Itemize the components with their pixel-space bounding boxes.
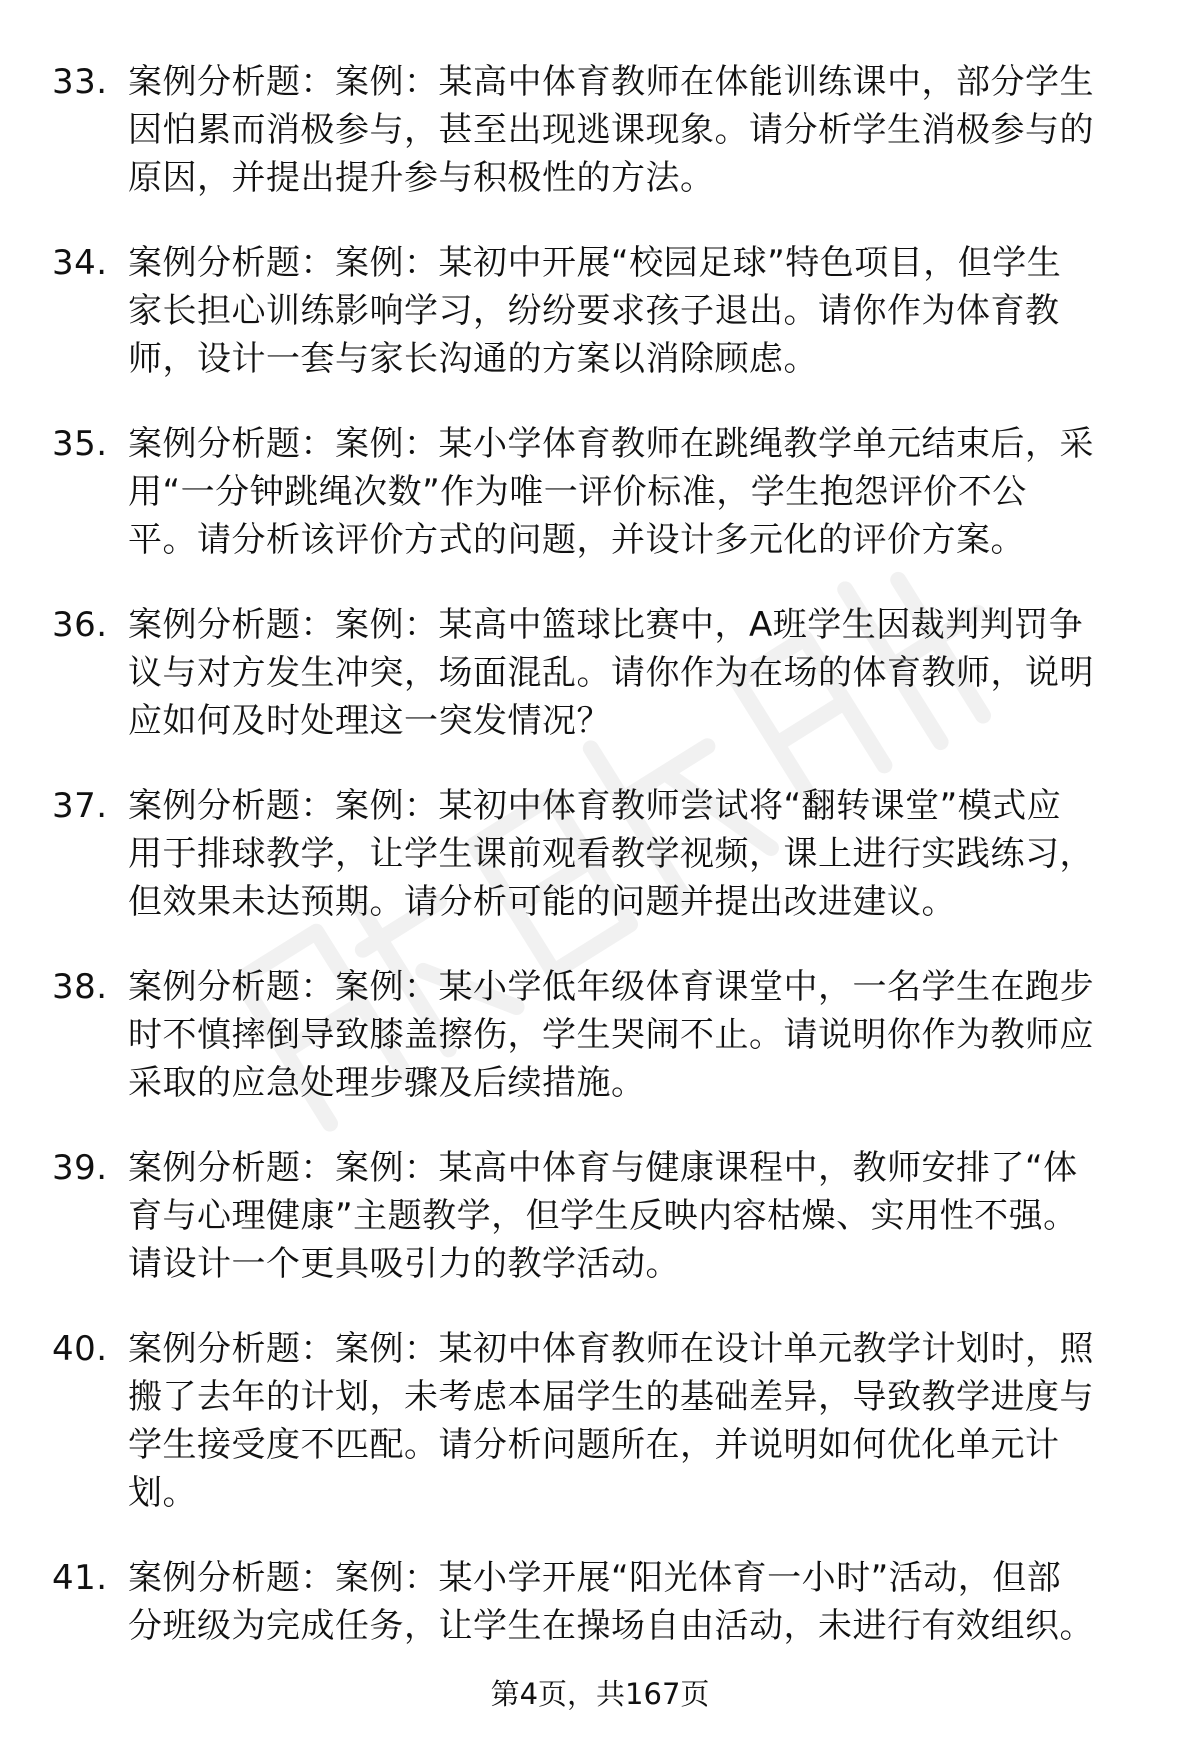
question-item <box>52 1554 1152 1650</box>
question-item <box>52 963 1152 1107</box>
question-text: 案例分析题：案例：某小学体育教师在跳绳教学单元结束后，采 用“一分钟跳绳次数”作为唯一评价标准，学生抱怨评价不公 平。请分析该评价方式的问题，并设计多元化的评价方案。 <box>128 424 1094 560</box>
question-item <box>52 1144 1152 1288</box>
question-number: 41. <box>52 1558 108 1598</box>
question-text: 案例分析题：案例：某高中体育与健康课程中，教师安排了“体 育与心理健康”主题教学，但学生反映内容枯燥、实用性不强。 请设计一个更具吸引力的教学活动。 <box>128 1148 1078 1284</box>
question-item <box>52 420 1152 564</box>
question-item <box>52 239 1152 383</box>
question-number: 40. <box>52 1329 108 1369</box>
question-text: 案例分析题：案例：某小学开展“阳光体育一小时”活动，但部 分班级为完成任务，让学生在操场自由活动，未进行有效组织。 <box>128 1558 1094 1646</box>
question-text: 案例分析题：案例：某小学低年级体育课堂中，一名学生在跑步 时不慎摔倒导致膝盖擦伤，学生哭闹不止。请说明你作为教师应 采取的应急处理步骤及后续措施。 <box>128 967 1094 1103</box>
question-number: 34. <box>52 243 108 283</box>
question-number: 39. <box>52 1148 108 1188</box>
question-number: 37. <box>52 786 108 826</box>
question-number: 38. <box>52 967 108 1007</box>
question-text: 案例分析题：案例：某高中篮球比赛中，A班学生因裁判判罚争 议与对方发生冲突，场面混乱。请你作为在场的体育教师，说明 应如何及时处理这一突发情况？ <box>128 605 1094 741</box>
question-item <box>52 782 1152 926</box>
question-text: 案例分析题：案例：某初中体育教师尝试将“翻转课堂”模式应 用于排球教学，让学生课前观看教学视频，课上进行实践练习， 但效果未达预期。请分析可能的问题并提出改进建议。 <box>128 786 1094 922</box>
question-number: 36. <box>52 605 108 645</box>
question-text: 案例分析题：案例：某高中体育教师在体能训练课中，部分学生 因怕累而消极参与，甚至出现逃课现象。请分析学生消极参与的 原因，并提出提升参与积极性的方法。 <box>128 62 1094 198</box>
question-text: 案例分析题：案例：某初中体育教师在设计单元教学计划时，照 搬了去年的计划，未考虑本届学生的基础差异，导致教学进度与 学生接受度不匹配。请分析问题所在，并说明如何优化单元计 划。 <box>128 1329 1094 1513</box>
question-item <box>52 601 1152 745</box>
question-item <box>52 58 1152 202</box>
question-text: 案例分析题：案例：某初中开展“校园足球”特色项目，但学生 家长担心训练影响学习，纷纷要求孩子退出。请你作为体育教 师，设计一套与家长沟通的方案以消除顾虑。 <box>128 243 1062 379</box>
question-number: 33. <box>52 62 108 102</box>
page-indicator: 第4页，共167页 <box>490 1677 710 1711</box>
question-list <box>52 58 1152 1687</box>
question-item <box>52 1325 1152 1517</box>
question-number: 35. <box>52 424 108 464</box>
